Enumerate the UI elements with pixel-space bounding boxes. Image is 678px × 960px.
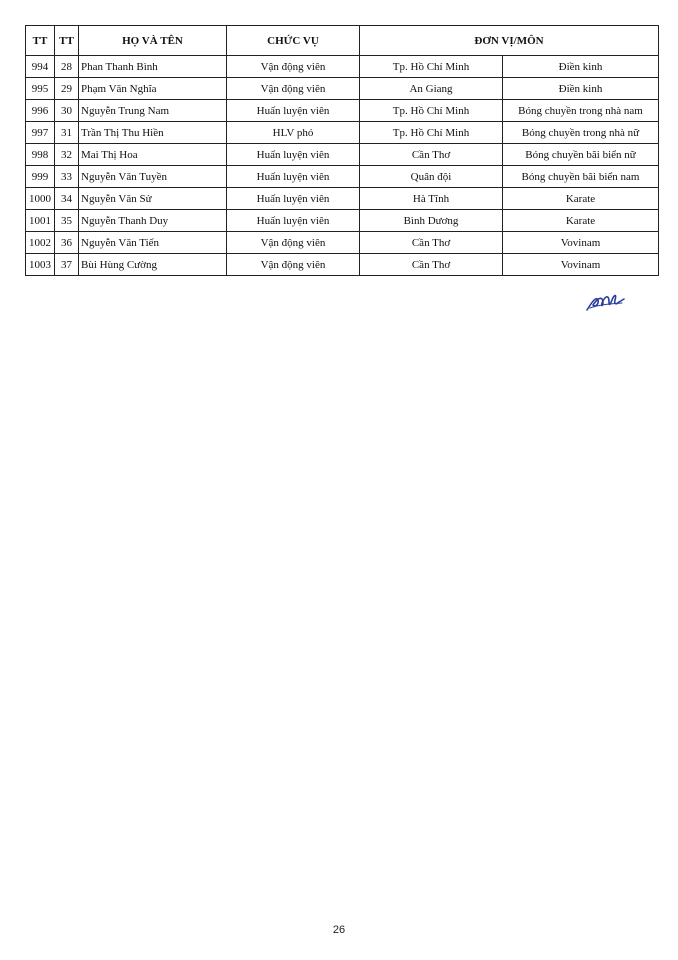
cell-sport: Bóng chuyền bãi biển nam <box>503 166 659 188</box>
cell-name: Trần Thị Thu Hiền <box>79 122 227 144</box>
cell-unit: Cần Thơ <box>360 232 503 254</box>
cell-unit: An Giang <box>360 78 503 100</box>
cell-tt-sub: 33 <box>55 166 79 188</box>
table-row <box>26 210 659 232</box>
cell-sport: Vovinam <box>503 254 659 276</box>
cell-sport: Bóng chuyền trong nhà nữ <box>503 122 659 144</box>
cell-position: Huấn luyện viên <box>227 166 360 188</box>
table-row <box>26 188 659 210</box>
table-row <box>26 254 659 276</box>
table-row <box>26 166 659 188</box>
cell-tt: 996 <box>26 100 55 122</box>
cell-sport: Karate <box>503 210 659 232</box>
header-name: HỌ VÀ TÊN <box>79 26 227 56</box>
cell-name: Mai Thị Hoa <box>79 144 227 166</box>
cell-sport: Bóng chuyền trong nhà nam <box>503 100 659 122</box>
page-number: 26 <box>332 924 346 936</box>
cell-unit: Bình Dương <box>360 210 503 232</box>
cell-sport: Karate <box>503 188 659 210</box>
cell-position: Vận động viên <box>227 78 360 100</box>
cell-tt: 998 <box>26 144 55 166</box>
cell-position: Huấn luyện viên <box>227 188 360 210</box>
cell-name: Nguyễn Thanh Duy <box>79 210 227 232</box>
table-header-row <box>26 26 659 56</box>
cell-sport: Vovinam <box>503 232 659 254</box>
cell-tt: 997 <box>26 122 55 144</box>
table-row <box>26 56 659 78</box>
cell-tt-sub: 28 <box>55 56 79 78</box>
cell-tt-sub: 31 <box>55 122 79 144</box>
cell-name: Nguyễn Trung Nam <box>79 100 227 122</box>
cell-tt: 1003 <box>26 254 55 276</box>
cell-name: Nguyễn Văn Sử <box>79 188 227 210</box>
cell-tt: 999 <box>26 166 55 188</box>
header-unit-sport: ĐƠN VỊ/MÔN <box>360 26 659 56</box>
cell-tt-sub: 35 <box>55 210 79 232</box>
cell-tt: 1000 <box>26 188 55 210</box>
cell-unit: Tp. Hồ Chí Minh <box>360 122 503 144</box>
cell-tt-sub: 32 <box>55 144 79 166</box>
cell-tt: 1001 <box>26 210 55 232</box>
header-tt: TT <box>26 26 55 56</box>
table-row <box>26 78 659 100</box>
cell-name: Phan Thanh Bình <box>79 56 227 78</box>
cell-position: Vận động viên <box>227 56 360 78</box>
cell-tt: 995 <box>26 78 55 100</box>
cell-position: Huấn luyện viên <box>227 100 360 122</box>
cell-position: Vận động viên <box>227 254 360 276</box>
cell-tt-sub: 37 <box>55 254 79 276</box>
cell-name: Bùi Hùng Cường <box>79 254 227 276</box>
cell-name: Nguyễn Văn Tuyền <box>79 166 227 188</box>
cell-position: Vận động viên <box>227 232 360 254</box>
cell-unit: Tp. Hồ Chí Minh <box>360 56 503 78</box>
cell-tt-sub: 30 <box>55 100 79 122</box>
cell-name: Nguyễn Văn Tiến <box>79 232 227 254</box>
cell-position: HLV phó <box>227 122 360 144</box>
cell-tt-sub: 36 <box>55 232 79 254</box>
cell-position: Huấn luyện viên <box>227 210 360 232</box>
cell-unit: Tp. Hồ Chí Minh <box>360 100 503 122</box>
cell-sport: Bóng chuyền bãi biển nữ <box>503 144 659 166</box>
roster-table <box>25 25 659 276</box>
header-tt-sub: TT <box>55 26 79 56</box>
table-row <box>26 232 659 254</box>
cell-tt: 994 <box>26 56 55 78</box>
cell-unit: Cần Thơ <box>360 254 503 276</box>
signature-icon <box>584 290 626 314</box>
cell-position: Huấn luyện viên <box>227 144 360 166</box>
header-position: CHỨC VỤ <box>227 26 360 56</box>
table-body <box>26 56 659 276</box>
table-row <box>26 144 659 166</box>
cell-sport: Điền kinh <box>503 78 659 100</box>
cell-tt: 1002 <box>26 232 55 254</box>
cell-unit: Hà Tĩnh <box>360 188 503 210</box>
cell-unit: Quân đội <box>360 166 503 188</box>
cell-sport: Điền kinh <box>503 56 659 78</box>
table-row <box>26 122 659 144</box>
cell-name: Phạm Văn Nghĩa <box>79 78 227 100</box>
table-row <box>26 100 659 122</box>
cell-unit: Cần Thơ <box>360 144 503 166</box>
cell-tt-sub: 29 <box>55 78 79 100</box>
cell-tt-sub: 34 <box>55 188 79 210</box>
